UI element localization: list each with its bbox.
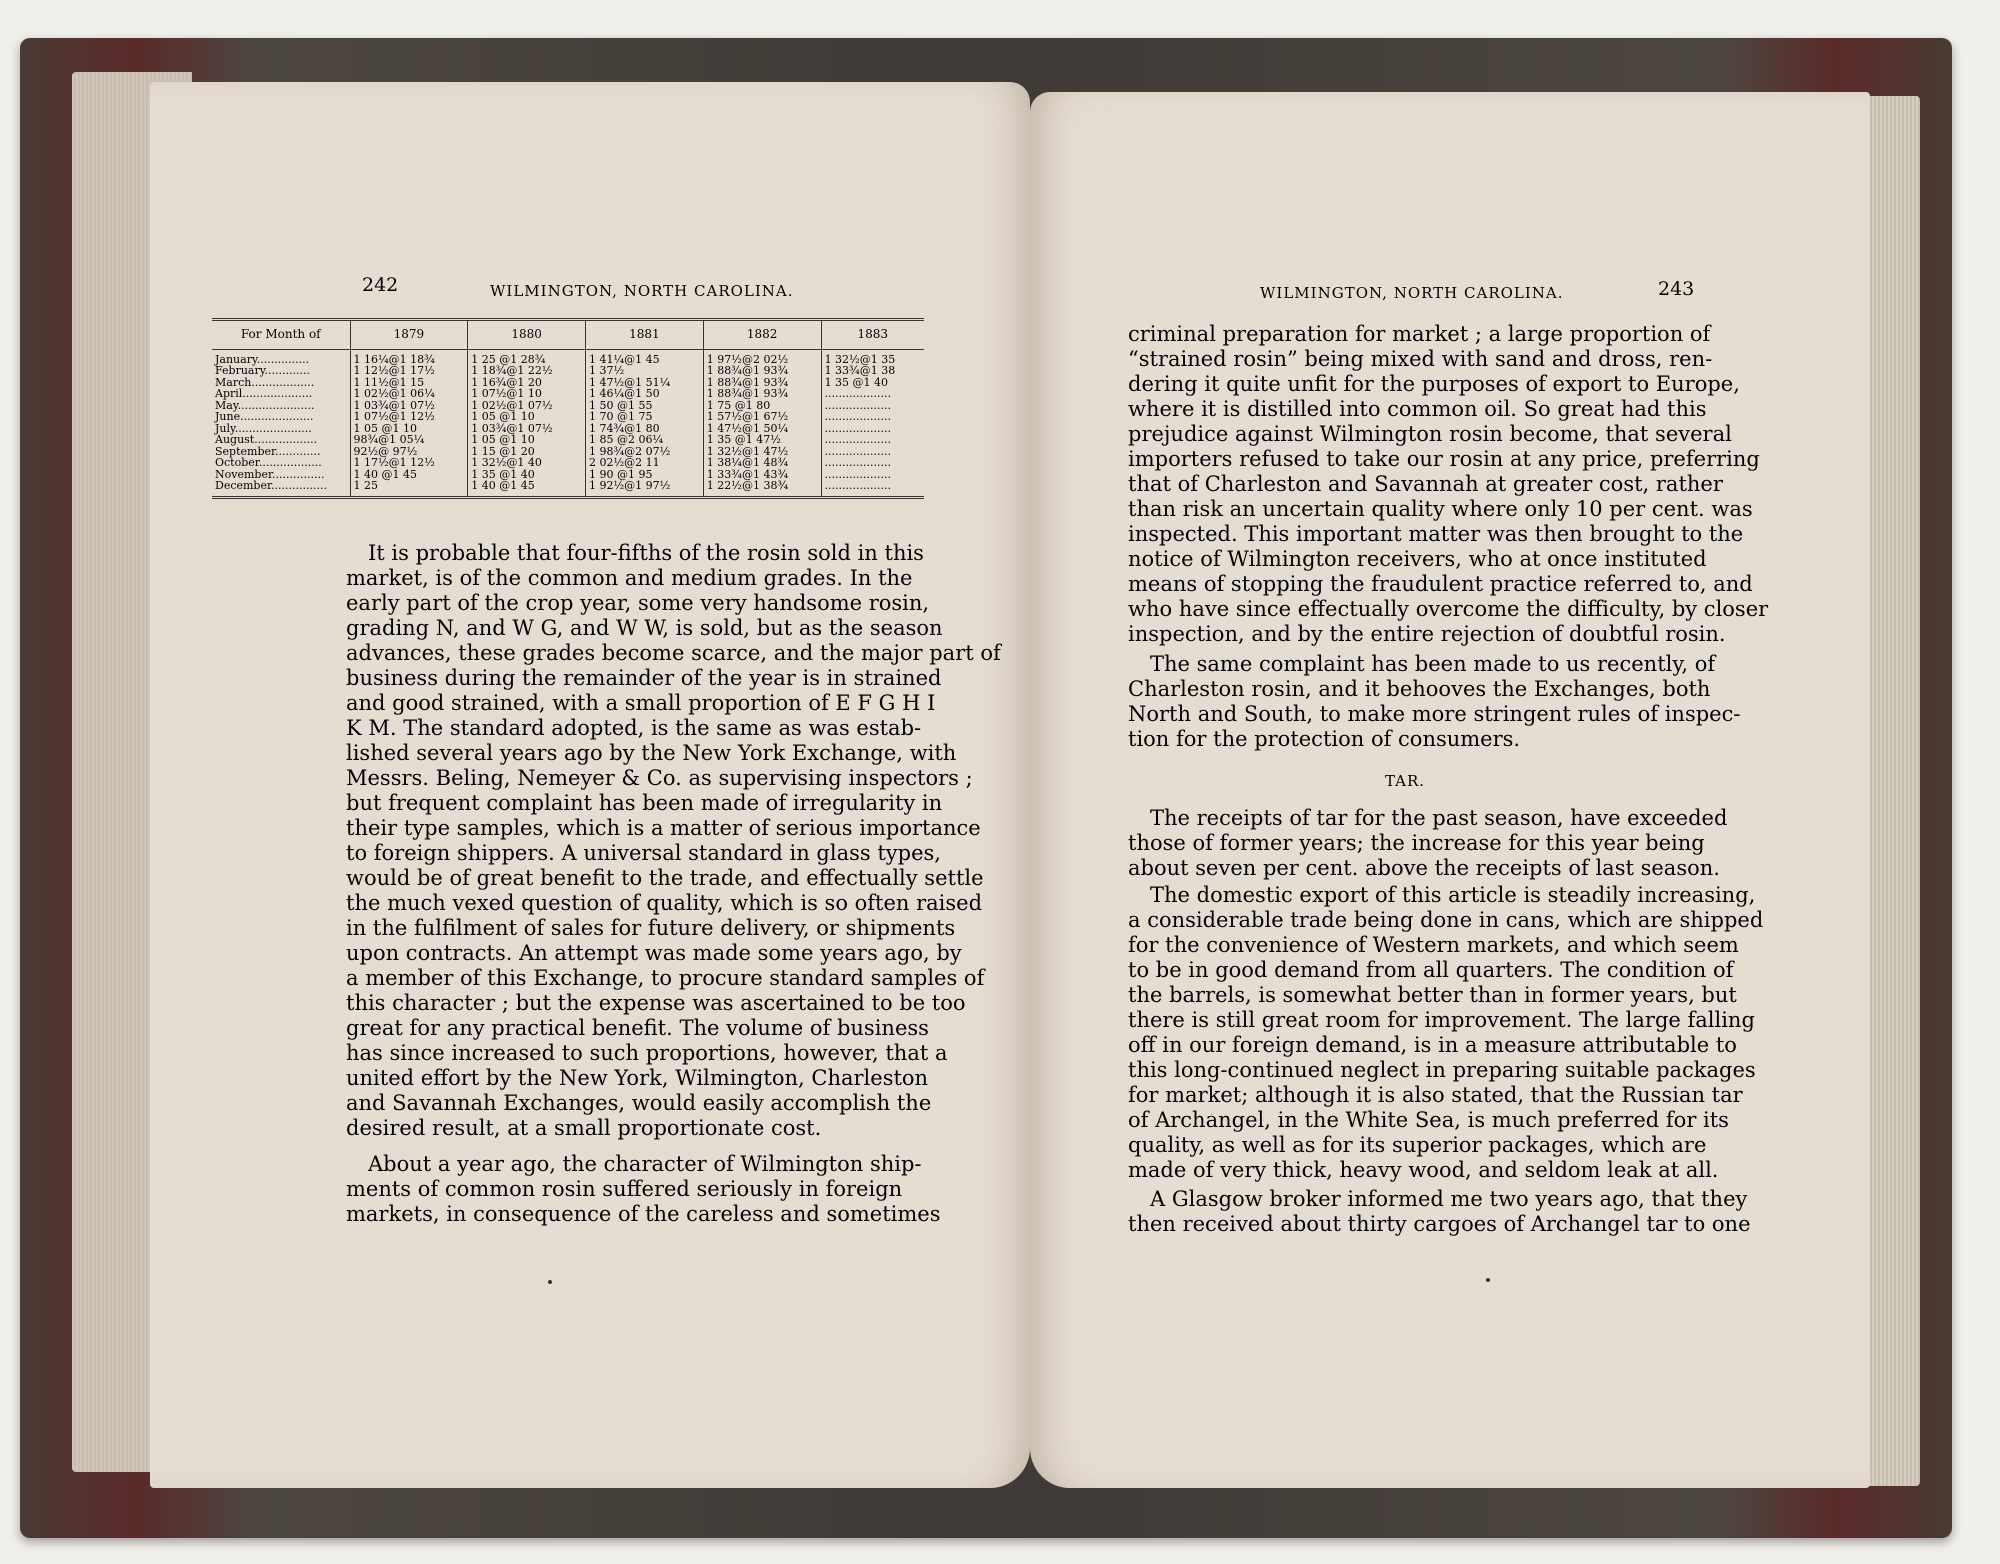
text-line: K M. The standard adopted, is the same as was estab- <box>346 716 922 740</box>
right-running-head: WILMINGTON, NORTH CAROLINA. <box>1260 284 1564 302</box>
text-line: and good strained, with a small proportion of E F G H I <box>346 691 936 715</box>
text-line: business during the remainder of the year is in strained <box>346 666 942 690</box>
text-line: a considerable trade being done in cans, which are shipped <box>1128 908 1764 932</box>
text-line: About a year ago, the character of Wilmington ship- <box>368 1152 922 1176</box>
text-line: It is probable that four-fifths of the rosin sold in this <box>368 541 924 565</box>
table-cell-price: 1 11½@1 15 <box>350 377 468 389</box>
table-cell-price: 1 15 @1 20 <box>468 446 586 458</box>
table-cell-price: 1 47½@1 51¼ <box>586 377 704 389</box>
table-cell-price: 1 16¾@1 20 <box>468 377 586 389</box>
table-cell-price: 1 07½@1 12½ <box>350 411 468 423</box>
table-cell-price: 1 46¼@1 50 <box>586 388 704 400</box>
table-cell-month: April.................... <box>215 387 313 400</box>
text-line: “strained rosin” being mixed with sand and dross, ren- <box>1128 347 1713 371</box>
table-cell-month: February............. <box>215 364 310 377</box>
right-paragraph-criminal-preparation <box>1128 322 1769 647</box>
table-row <box>212 349 924 365</box>
table-cell-price: 1 18¾@1 22½ <box>468 365 586 377</box>
text-line: importers refused to take our rosin at any price, preferring <box>1128 447 1760 471</box>
table-row <box>212 480 924 497</box>
text-line: notice of Wilmington receivers, who at once instituted <box>1128 547 1707 571</box>
table-cell-price: ................... <box>821 480 924 497</box>
table-cell-price: ................... <box>821 457 924 469</box>
text-line: that of Charleston and Savannah at greater cost, rather <box>1128 472 1723 496</box>
text-line: and Savannah Exchanges, would easily accomplish the <box>346 1091 932 1115</box>
text-line: there is still great room for improvement. The large falling <box>1128 1008 1755 1032</box>
table-cell-price: 1 05 @1 10 <box>350 423 468 435</box>
page-speck <box>548 1280 552 1284</box>
table-cell-price: 1 98¾@2 07½ <box>586 446 704 458</box>
text-line: has since increased to such proportions, however, that a <box>346 1041 948 1065</box>
table-cell-price: 2 02½@2 11 <box>586 457 704 469</box>
table-cell-price: 1 90 @1 95 <box>586 469 704 481</box>
table-cell-price: 1 25 @1 28¾ <box>468 349 586 365</box>
table-cell-price: ................... <box>821 469 924 481</box>
text-line: this long-continued neglect in preparing suitable packages <box>1128 1058 1756 1082</box>
page-speck <box>1486 1278 1490 1282</box>
text-line: upon contracts. An attempt was made some years ago, by <box>346 941 962 965</box>
text-line: to foreign shippers. A universal standard in glass types, <box>346 841 941 865</box>
text-line: great for any practical benefit. The volume of business <box>346 1016 929 1040</box>
table-cell-month: September............. <box>215 444 321 458</box>
text-line: made of very thick, heavy wood, and seldom leak at all. <box>1128 1158 1719 1182</box>
text-line: early part of the crop year, some very handsome rosin, <box>346 591 930 615</box>
table-cell-price: 1 85 @2 06¼ <box>586 434 704 446</box>
table-cell-price: 1 33¾@1 43¾ <box>703 469 821 481</box>
table-cell-price: 98¾@1 05¼ <box>350 434 468 446</box>
table-cell-price: 1 05 @1 10 <box>468 411 586 423</box>
table-cell-month: October.................. <box>215 456 322 469</box>
table-row <box>212 411 924 423</box>
table-row <box>212 423 924 435</box>
table-cell-price: 1 33¾@1 38 <box>821 365 924 377</box>
text-line: ments of common rosin suffered seriously in foreign <box>346 1177 903 1201</box>
left-page-number: 242 <box>362 274 399 296</box>
text-line: for market; although it is also stated, that the Russian tar <box>1128 1083 1743 1107</box>
table-cell-month: May...................... <box>215 398 315 412</box>
text-line: the barrels, is somewhat better than in former years, but <box>1128 983 1737 1007</box>
table-row <box>212 400 924 412</box>
table-cell-price: 1 05 @1 10 <box>468 434 586 446</box>
left-paragraph-rosin-grades <box>346 541 1001 1141</box>
text-line: then received about thirty cargoes of Archangel tar to one <box>1128 1212 1751 1236</box>
text-line: to be in good demand from all quarters. The condition of <box>1128 958 1734 982</box>
table-cell-price: 1 35 @1 40 <box>468 469 586 481</box>
table-cell-price: 1 02½@1 06¼ <box>350 388 468 400</box>
text-line: would be of great benefit to the trade, and effectually settle <box>346 866 984 890</box>
table-cell-month: June..................... <box>215 410 314 423</box>
text-line: inspected. This important matter was then brought to the <box>1128 522 1744 546</box>
table-cell-price: 1 40 @1 45 <box>468 480 586 497</box>
header-1883: 1883 <box>821 320 924 350</box>
text-line: a member of this Exchange, to procure standard samples of <box>346 966 985 990</box>
text-line: The receipts of tar for the past season, have exceeded <box>1150 806 1728 830</box>
text-line: desired result, at a small proportionate cost. <box>346 1116 822 1140</box>
table-cell-price: 1 70 @1 75 <box>586 411 704 423</box>
table-cell-price: 1 35 @1 47½ <box>703 434 821 446</box>
text-line: for the convenience of Western markets, and which seem <box>1128 933 1739 957</box>
table-row <box>212 377 924 389</box>
right-paragraph-glasgow-broker <box>1128 1187 1751 1237</box>
text-line: but frequent complaint has been made of irregularity in <box>346 791 943 815</box>
table-cell-price: 1 32½@1 35 <box>821 349 924 365</box>
text-line: Charleston rosin, and it behooves the Exchanges, both <box>1128 677 1711 701</box>
text-line: in the fulfilment of sales for future delivery, or shipments <box>346 916 956 940</box>
text-line: united effort by the New York, Wilmington, Charleston <box>346 1066 929 1090</box>
table-cell-price: 1 75 @1 80 <box>703 400 821 412</box>
text-line: lished several years ago by the New York Exchange, with <box>346 741 957 765</box>
text-line: who have since effectually overcome the difficulty, by closer <box>1128 597 1769 621</box>
table-cell-price: 1 74¾@1 80 <box>586 423 704 435</box>
header-1879: 1879 <box>350 320 468 350</box>
table-cell-price: 1 17½@1 12½ <box>350 457 468 469</box>
table-cell-price: 1 92½@1 97½ <box>586 480 704 497</box>
table-cell-price: 1 40 @1 45 <box>350 469 468 481</box>
table-cell-month: March.................. <box>215 375 315 389</box>
table-cell-price: 1 22½@1 38¾ <box>703 480 821 497</box>
right-page-number: 243 <box>1658 278 1695 300</box>
text-line: Messrs. Beling, Nemeyer & Co. as supervising inspectors ; <box>346 766 973 790</box>
table-row <box>212 457 924 469</box>
table-cell-price: 1 41¼@1 45 <box>586 349 704 365</box>
text-line: off in our foreign demand, is in a measure attributable to <box>1128 1033 1737 1057</box>
table-cell-price: 1 47½@1 50¼ <box>703 423 821 435</box>
table-row <box>212 388 924 400</box>
table-cell-month: January............... <box>215 352 310 366</box>
table-body <box>212 349 924 497</box>
text-line: about seven per cent. above the receipts of last season. <box>1128 856 1720 880</box>
table-row <box>212 365 924 377</box>
text-line: means of stopping the fraudulent practice referred to, and <box>1128 572 1753 596</box>
table-cell-price: 1 88¾@1 93¾ <box>703 388 821 400</box>
text-line: criminal preparation for market ; a large proportion of <box>1128 322 1711 346</box>
text-line: The same complaint has been made to us recently, of <box>1150 652 1716 676</box>
text-line: their type samples, which is a matter of serious importance <box>346 816 981 840</box>
table-cell-price: 1 38¼@1 48¾ <box>703 457 821 469</box>
table-cell-price: 1 57½@1 67½ <box>703 411 821 423</box>
header-1880: 1880 <box>468 320 586 350</box>
table-cell-price: ................... <box>821 423 924 435</box>
header-1881: 1881 <box>586 320 704 350</box>
header-month: For Month of <box>212 320 350 350</box>
text-line: where it is distilled into common oil. So great had this <box>1128 397 1707 421</box>
table-cell-month: December................ <box>215 479 327 492</box>
tar-heading: TAR. <box>1385 772 1426 790</box>
header-1882: 1882 <box>703 320 821 350</box>
text-line: dering it quite unfit for the purposes of export to Europe, <box>1128 372 1740 396</box>
text-line: grading N, and W G, and W W, is sold, but as the season <box>346 616 943 640</box>
table-cell-price: 1 88¾@1 93¾ <box>703 365 821 377</box>
table-cell-month: November............... <box>215 467 325 481</box>
right-paragraph-charleston <box>1128 652 1741 752</box>
text-line: markets, in consequence of the careless and sometimes <box>346 1202 941 1226</box>
text-line: than risk an uncertain quality where only 10 per cent. was <box>1128 497 1753 521</box>
table-cell-price: 1 12½@1 17½ <box>350 365 468 377</box>
table-cell-price: ................... <box>821 446 924 458</box>
text-line: A Glasgow broker informed me two years ago, that they <box>1150 1187 1748 1211</box>
table-cell-price: 1 35 @1 40 <box>821 377 924 389</box>
table-row <box>212 434 924 446</box>
table-cell-price: 1 37½ <box>586 365 704 377</box>
text-line: quality, as well as for its superior packages, which are <box>1128 1133 1707 1157</box>
table-cell-price: 1 16¼@1 18¾ <box>350 349 468 365</box>
table-cell-price: ................... <box>821 388 924 400</box>
text-line: tion for the protection of consumers. <box>1128 727 1521 751</box>
table-cell-price: 1 02½@1 07½ <box>468 400 586 412</box>
table-cell-price: 1 25 <box>350 480 468 497</box>
text-line: prejudice against Wilmington rosin become, that several <box>1128 422 1732 446</box>
text-line: The domestic export of this article is steadily increasing, <box>1150 883 1756 907</box>
table-cell-price: 1 97½@2 02½ <box>703 349 821 365</box>
text-line: North and South, to make more stringent rules of inspec- <box>1128 702 1741 726</box>
table-cell-price: 1 88¾@1 93¾ <box>703 377 821 389</box>
table-cell-price: 1 07½@1 10 <box>468 388 586 400</box>
rosin-price-table <box>212 318 924 499</box>
table-cell-price: 1 32½@1 40 <box>468 457 586 469</box>
left-paragraph-shipments <box>346 1152 941 1227</box>
table-cell-price: 1 03¾@1 07½ <box>468 423 586 435</box>
text-line: the much vexed question of quality, which is so often raised <box>346 891 983 915</box>
text-line: of Archangel, in the White Sea, is much preferred for its <box>1128 1108 1729 1132</box>
table-cell-price: 1 03¾@1 07½ <box>350 400 468 412</box>
table-cell-price: 1 32½@1 47½ <box>703 446 821 458</box>
text-line: advances, these grades become scarce, and the major part of <box>346 641 1001 665</box>
table-header-row <box>212 320 924 350</box>
table-cell-price: ................... <box>821 400 924 412</box>
left-running-head: WILMINGTON, NORTH CAROLINA. <box>490 282 794 300</box>
text-line: those of former years; the increase for this year being <box>1128 831 1705 855</box>
table-cell-price: ................... <box>821 434 924 446</box>
text-line: this character ; but the expense was ascertained to be too <box>346 991 966 1015</box>
text-line: inspection, and by the entire rejection of doubtful rosin. <box>1128 622 1726 646</box>
table-cell-price: ................... <box>821 411 924 423</box>
table-cell-month: July...................... <box>215 421 312 435</box>
right-paragraph-domestic-export <box>1128 883 1764 1183</box>
table-cell-price: 1 50 @1 55 <box>586 400 704 412</box>
text-line: market, is of the common and medium grades. In the <box>346 566 913 590</box>
table-cell-month: August.................. <box>215 433 318 446</box>
right-paragraph-tar-receipts <box>1128 806 1728 881</box>
table-cell-price: 92½@ 97½ <box>350 446 468 458</box>
